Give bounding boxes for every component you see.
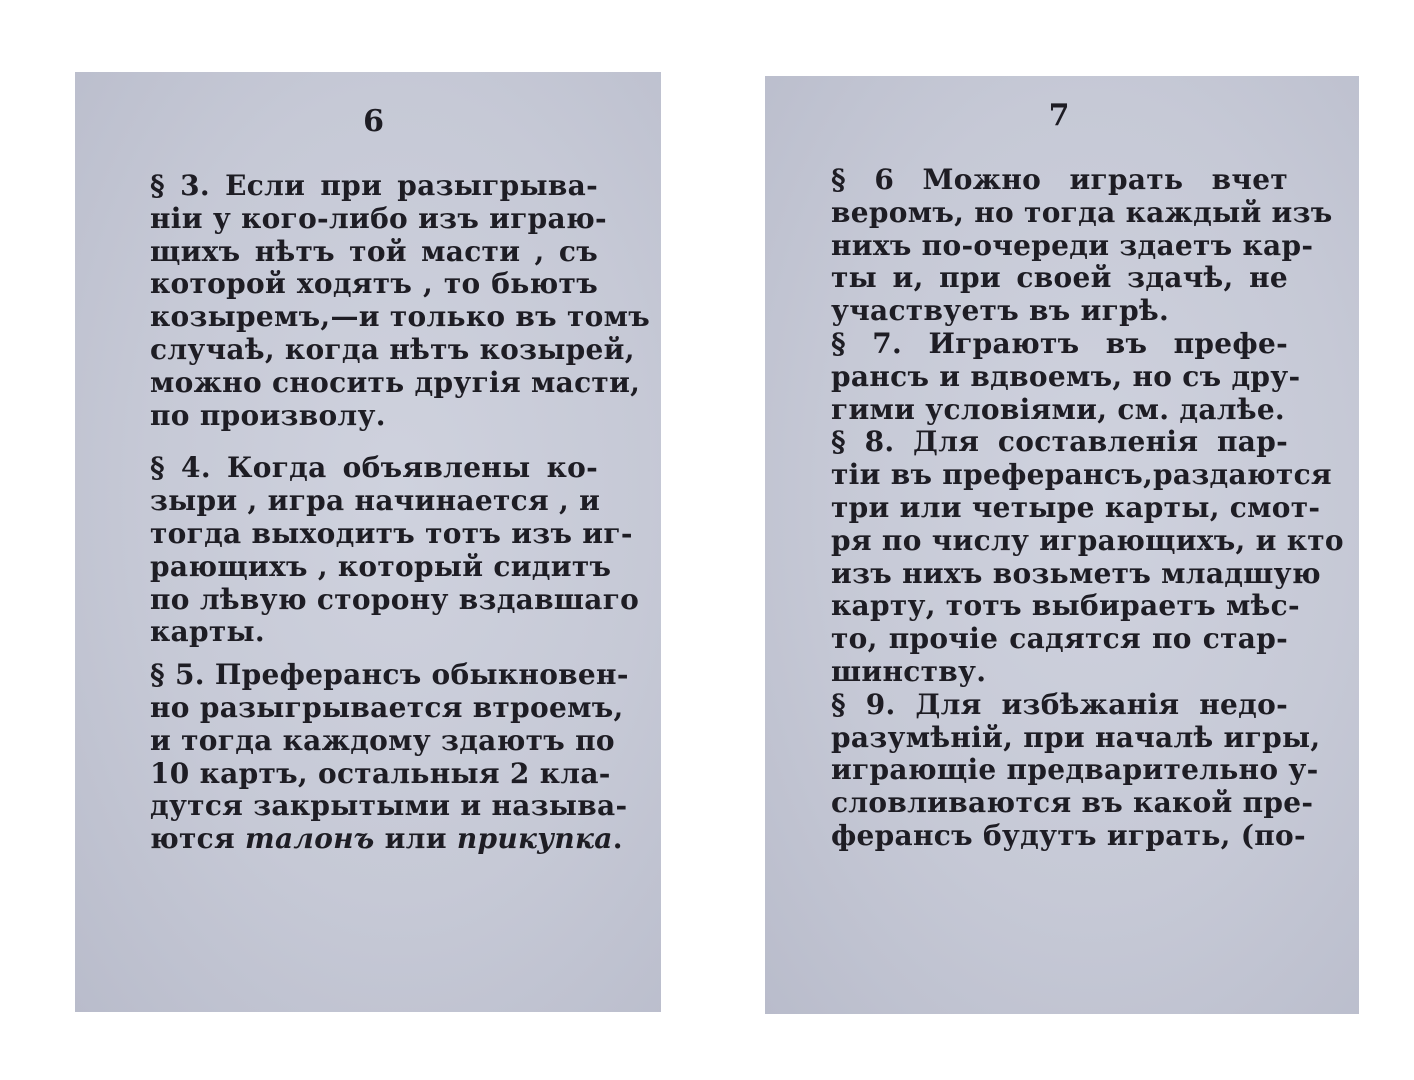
term-prikupka: прикупка xyxy=(456,822,613,856)
text-line: случаѣ, когда нѣтъ козырей, xyxy=(150,332,635,366)
text-line: тогда выходитъ тотъ изъ иг- xyxy=(150,516,633,550)
text-line: зыри , игра начинается , и xyxy=(150,484,601,518)
term-talon: талонъ xyxy=(245,822,375,856)
text-line: которой ходятъ , то бьютъ xyxy=(150,267,598,301)
text-fragment: . xyxy=(612,822,623,856)
paragraph-8 xyxy=(831,425,1344,688)
page-number: 6 xyxy=(363,104,385,139)
text-line: по произволу. xyxy=(150,398,386,432)
text-line: дутся закрытыми и называ- xyxy=(150,789,628,823)
paragraph-7 xyxy=(831,326,1301,426)
text-line: участвуетъ въ игрѣ. xyxy=(831,294,1170,328)
text-line: веромъ, но тогда каждый изъ xyxy=(831,195,1333,229)
text-line: ты и, при своей здачѣ, не xyxy=(831,261,1288,295)
text-line: щихъ нѣтъ той масти , съ xyxy=(150,234,598,268)
text-line: по лѣвую сторону вздавшаго xyxy=(150,582,640,616)
text-line: но разыгрывается втроемъ, xyxy=(150,690,624,724)
text-line: § 6 Можно играть вчет xyxy=(831,163,1288,196)
text-line: и тогда каждому здаютъ по xyxy=(150,723,615,757)
text-line: три или четыре карты, смот- xyxy=(831,490,1321,524)
text-line: § 5. Преферансъ обыкновен- xyxy=(150,658,629,692)
text-line: рающихъ , который сидитъ xyxy=(150,549,612,583)
text-line: § 3. Если при разыгрыва- xyxy=(150,169,598,202)
text-line: нiи у кого-либо изъ играю- xyxy=(150,201,607,235)
left-page xyxy=(75,72,661,1012)
text-line: ферансъ будутъ играть, (по- xyxy=(831,818,1306,852)
text-line: шинству. xyxy=(831,654,987,688)
text-line: нихъ по-очереди здаетъ кар- xyxy=(831,228,1314,262)
text-line: козыремъ,—и только въ томъ xyxy=(150,300,651,334)
text-line: рансъ и вдвоемъ, но съ дру- xyxy=(831,359,1301,393)
text-line: словливаются въ какой пре- xyxy=(831,786,1314,820)
text-line: § 7. Играютъ въ префе- xyxy=(831,326,1288,360)
text-line: играющiе предварительно у- xyxy=(831,753,1319,787)
text-line: то, прочiе садятся по стар- xyxy=(831,622,1288,656)
paragraph-3 xyxy=(150,169,651,432)
text-line: 10 картъ, остальныя 2 кла- xyxy=(150,756,611,790)
text-line: § 9. Для избѣжанiя недо- xyxy=(831,687,1288,721)
text-line: карты. xyxy=(150,615,265,649)
text-line: § 8. Для составленiя пар- xyxy=(831,425,1288,459)
page-number: 7 xyxy=(1048,98,1071,133)
right-page xyxy=(765,76,1359,1014)
text-fragment: или xyxy=(374,822,457,856)
paragraph-6 xyxy=(831,163,1333,328)
text-line: карту, тотъ выбираетъ мѣс- xyxy=(831,589,1300,623)
text-line: ря по числу играющихъ, и кто xyxy=(831,523,1344,557)
text-line: § 4. Когда объявлены ко- xyxy=(150,451,598,485)
text-line: гими условiями, см. далѣе. xyxy=(831,392,1285,426)
text-line-with-terms xyxy=(150,822,623,856)
text-line: можно сносить другiя масти, xyxy=(150,365,641,399)
paragraph-9 xyxy=(831,687,1321,853)
paragraph-5 xyxy=(150,658,629,856)
text-line: разумѣнiй, при началѣ игры, xyxy=(831,720,1321,754)
paragraph-4 xyxy=(150,451,640,649)
text-line: изъ нихъ возьметъ младшую xyxy=(831,556,1321,590)
text-line: тiи въ преферансъ,раздаются xyxy=(831,458,1332,492)
text-fragment: ются xyxy=(150,822,246,856)
